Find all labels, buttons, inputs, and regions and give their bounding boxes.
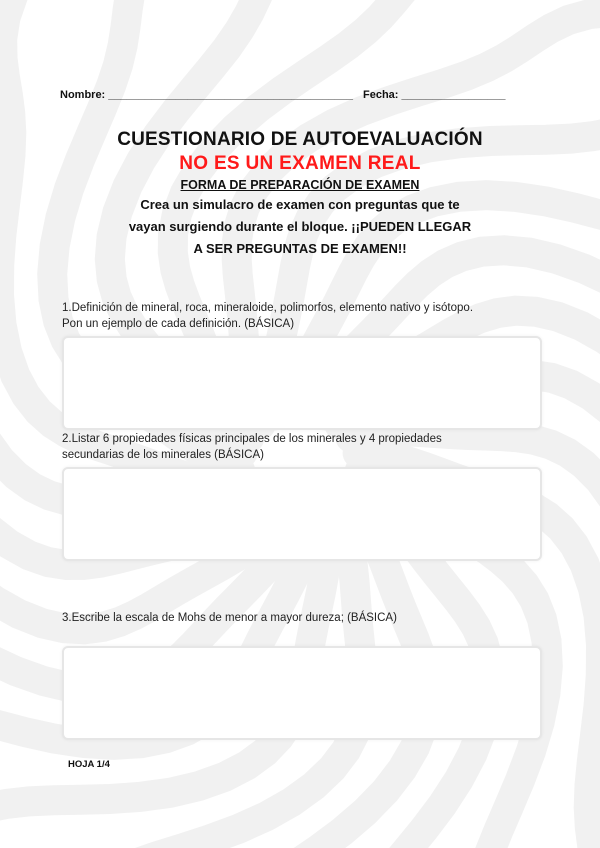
instructions-line: vayan surgiendo durante el bloque. ¡¡PUEDEN LLEGAR (128, 219, 472, 234)
question-1 (62, 300, 532, 332)
question-text-line: secundarias de los minerales (BÁSICA) (62, 449, 264, 461)
page-title: CUESTIONARIO DE AUTOEVALUACIÓN (117, 129, 483, 150)
subtitle: FORMA DE PREPARACIÓN DE EXAMEN (180, 178, 420, 192)
instructions-line: Crea un simulacro de examen con preguntas que te (140, 197, 460, 212)
page-number: HOJA 1/4 (68, 759, 110, 770)
header-row (60, 89, 506, 101)
title-block (0, 128, 600, 260)
question-2 (62, 431, 532, 463)
fecha-field[interactable]: Fecha: _________________ (363, 89, 506, 101)
question-3 (62, 610, 532, 626)
question-text-line: 2.Listar 6 propiedades físicas principales de los minerales y 4 propiedades (62, 433, 442, 445)
question-text-line: Pon un ejemplo de cada definición. (BÁSICA) (62, 318, 295, 330)
question-text-line: 3.Escribe la escala de Mohs de menor a mayor dureza; (BÁSICA) (62, 612, 397, 624)
answer-box-1[interactable] (62, 336, 542, 430)
warning-title: NO ES UN EXAMEN REAL (179, 153, 421, 174)
answer-box-3[interactable] (62, 646, 542, 740)
nombre-field[interactable]: Nombre: ________________________________________ (60, 89, 353, 101)
answer-box-2[interactable] (62, 467, 542, 561)
instructions-line: A SER PREGUNTAS DE EXAMEN!! (193, 241, 407, 256)
instructions (110, 194, 490, 260)
question-text-line: 1.Definición de mineral, roca, mineraloide, polimorfos, elemento nativo y isótopo. (62, 302, 474, 314)
